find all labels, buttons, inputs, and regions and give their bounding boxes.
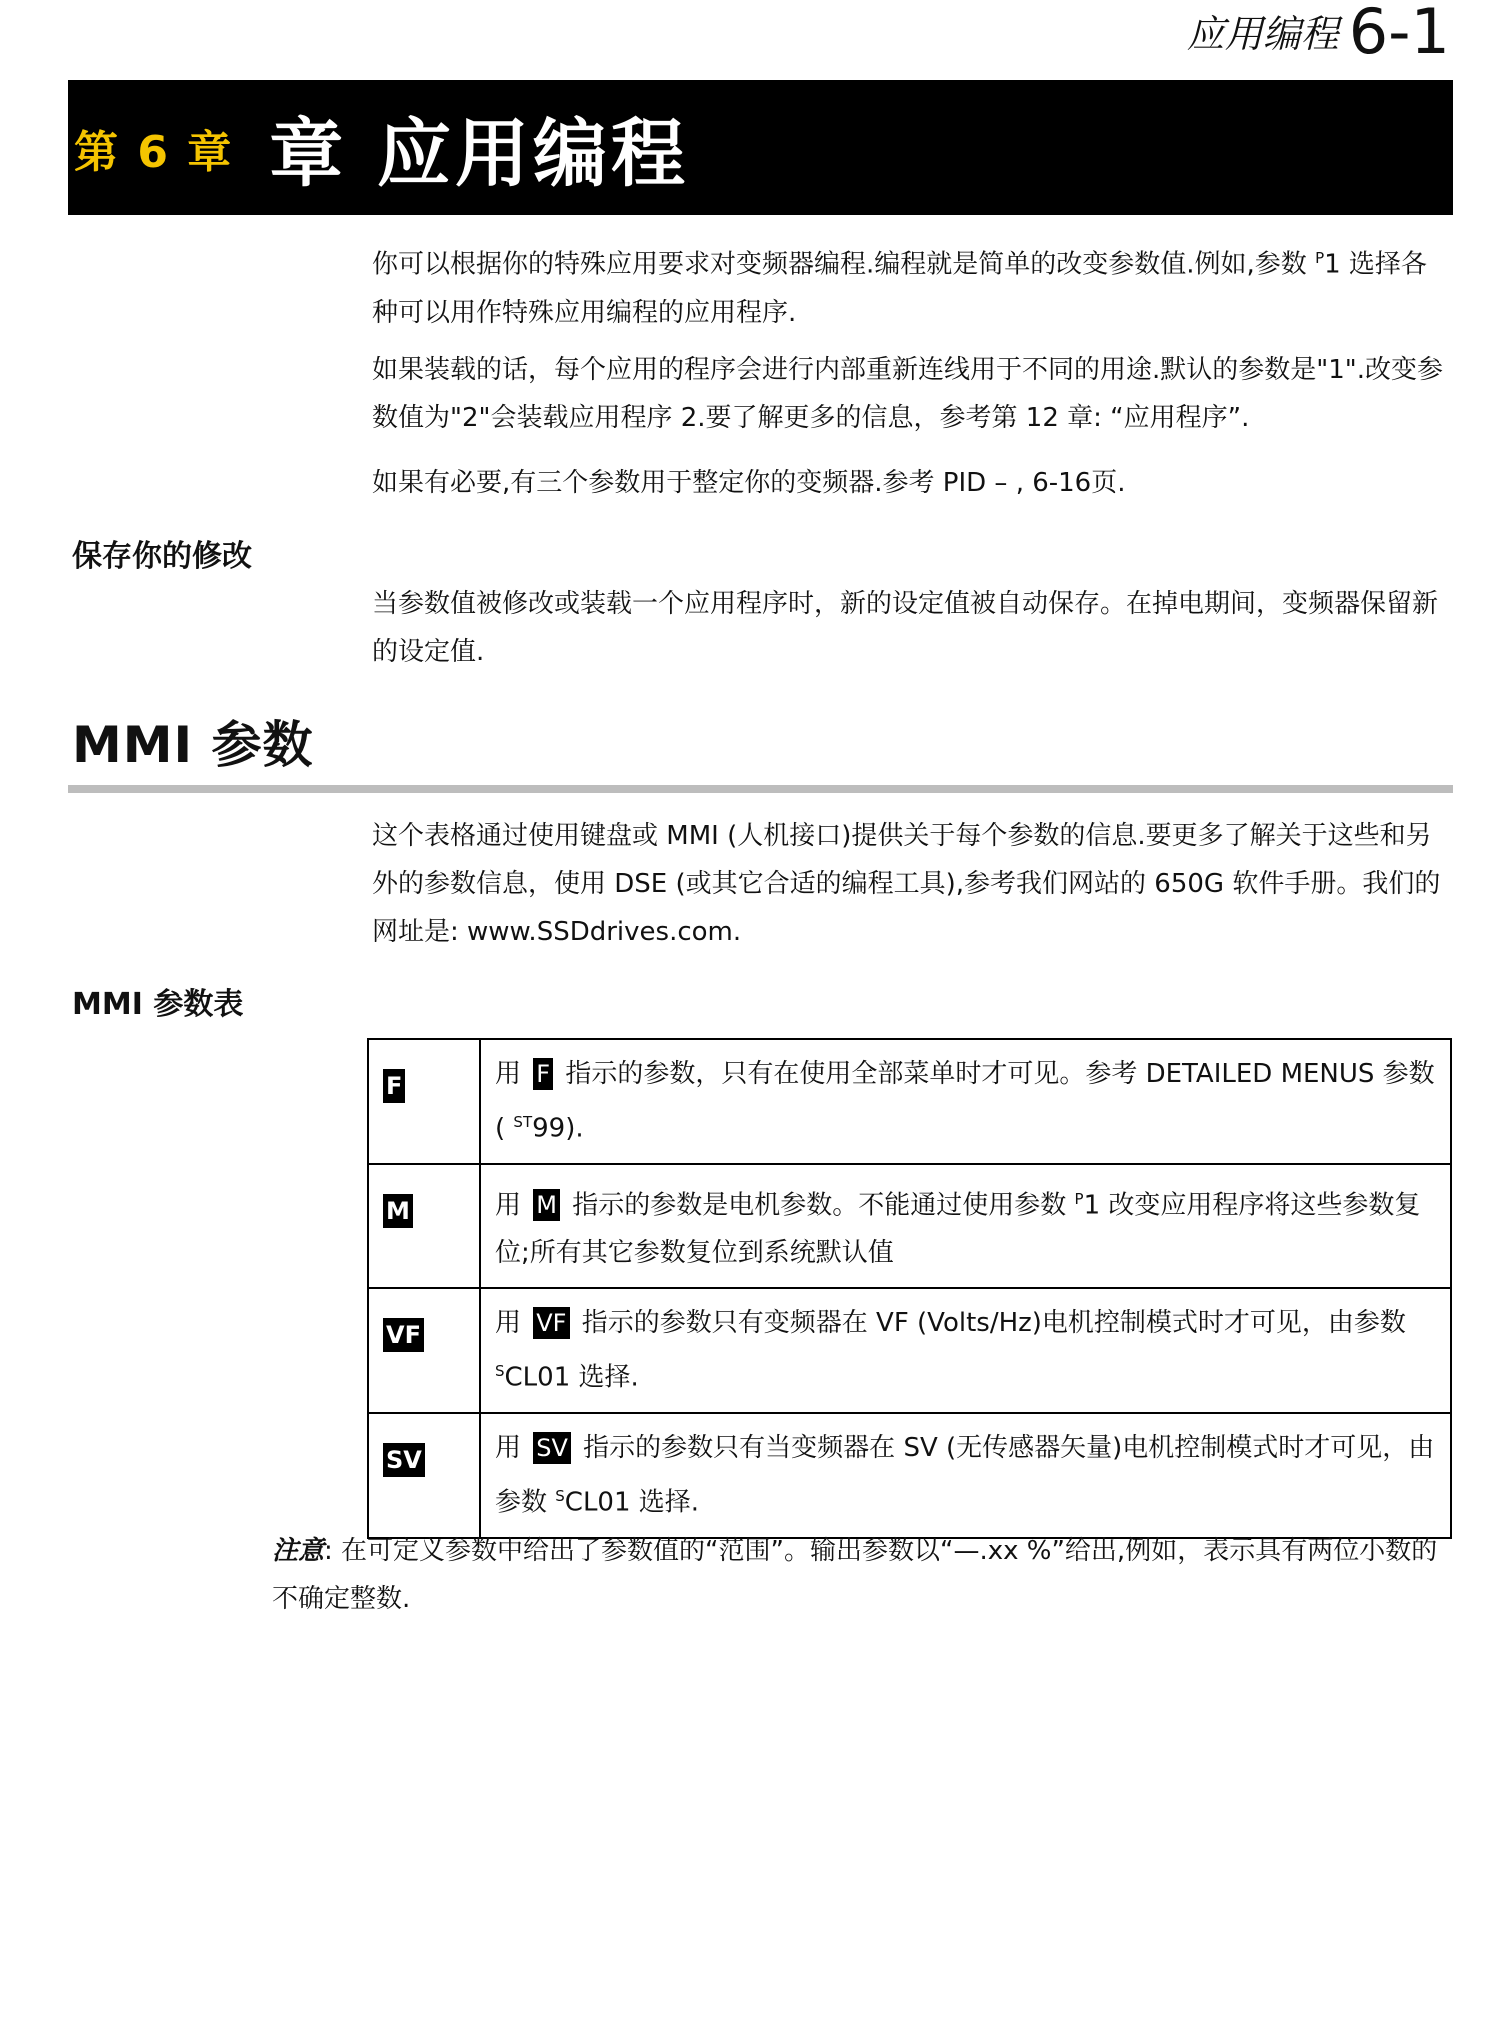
page-header	[1186, 0, 1450, 68]
badge-f-inline-icon: F	[533, 1058, 553, 1090]
intro-p1-text-b: 1 选择各种可以用作特殊应用编程的应用程序.	[372, 249, 1427, 328]
intro-p1-text-a: 你可以根据你的特殊应用要求对变频器编程.编程就是简单的改变参数值.例如,参数	[372, 249, 1316, 280]
mmi-parameter-table	[367, 1038, 1452, 1539]
save-paragraph: 当参数值被修改或装载一个应用程序时，新的设定值被自动保存。在掉电期间，变频器保留新的设定值.	[372, 589, 1439, 667]
mmi-heading: MMI 参数	[72, 716, 314, 774]
badge-vf-inline-icon: VF	[533, 1307, 569, 1339]
chapter-banner	[68, 80, 1453, 215]
table-row: VF 用 VF 指示的参数只有变频器在 VF (Volts/Hz)电机控制模式时才可见，由参数 $^S$CL01 选择.	[368, 1288, 1451, 1413]
mmi-table-heading: MMI 参数表	[72, 987, 244, 1022]
chapter-title: 章 应用编程	[269, 110, 690, 197]
header-page-number: 6-1	[1348, 0, 1450, 68]
note-label: 注意	[272, 1536, 325, 1566]
table-row: M 用 M 指示的参数是电机参数。不能通过使用参数 $^P$1 改变应用程序将这些参数复位;所有其它参数复位到系统默认值	[368, 1164, 1451, 1289]
badge-f-icon: F	[383, 1069, 405, 1103]
badge-m-icon: M	[383, 1194, 413, 1228]
chapter-label: 第 6 章	[74, 126, 234, 178]
note-paragraph	[272, 1527, 1452, 1623]
table-row: SV 用 SV 指示的参数只有当变频器在 SV (无传感器矢量)电机控制模式时才可见，由参数 $^S$CL01 选择.	[368, 1413, 1451, 1538]
table-row: F 用 F 指示的参数，只有在使用全部菜单时才可见。参考 DETAILED MENUS 参数 ( $^{ST}$99).	[368, 1039, 1451, 1164]
badge-m-inline-icon: M	[533, 1189, 560, 1221]
badge-vf-icon: VF	[383, 1318, 424, 1352]
badge-sv-inline-icon: SV	[533, 1432, 571, 1464]
intro-paragraph-3: 如果有必要,有三个参数用于整定你的变频器.参考 PID – , 6-16页.	[372, 468, 1126, 498]
badge-sv-icon: SV	[383, 1443, 425, 1477]
note-text: : 在可定义参数中给出了参数值的“范围”。输出参数以“—.xx %”给出,例如，表示具有两位小数的不确定整数.	[272, 1536, 1438, 1614]
header-section-title: 应用编程	[1186, 12, 1339, 56]
section-divider	[68, 785, 1453, 793]
mmi-paragraph: 这个表格通过使用键盘或 MMI (人机接口)提供关于每个参数的信息.要更多了解关于这些和另外的参数信息，使用 DSE (或其它合适的编程工具),参考我们网站的 650G 软件手册。我们的网址是: www.SSDdrives.com.	[372, 821, 1441, 947]
intro-paragraph-2: 如果装载的话，每个应用的程序会进行内部重新连线用于不同的用途.默认的参数是"1".改变参数值为"2"会装载应用程序 2.要了解更多的信息，参考第 12 章: “应用程序”.	[372, 355, 1443, 433]
save-heading: 保存你的修改	[72, 539, 252, 574]
intro-p1-sup: P	[1315, 249, 1325, 267]
intro-paragraph-1	[372, 234, 1452, 337]
